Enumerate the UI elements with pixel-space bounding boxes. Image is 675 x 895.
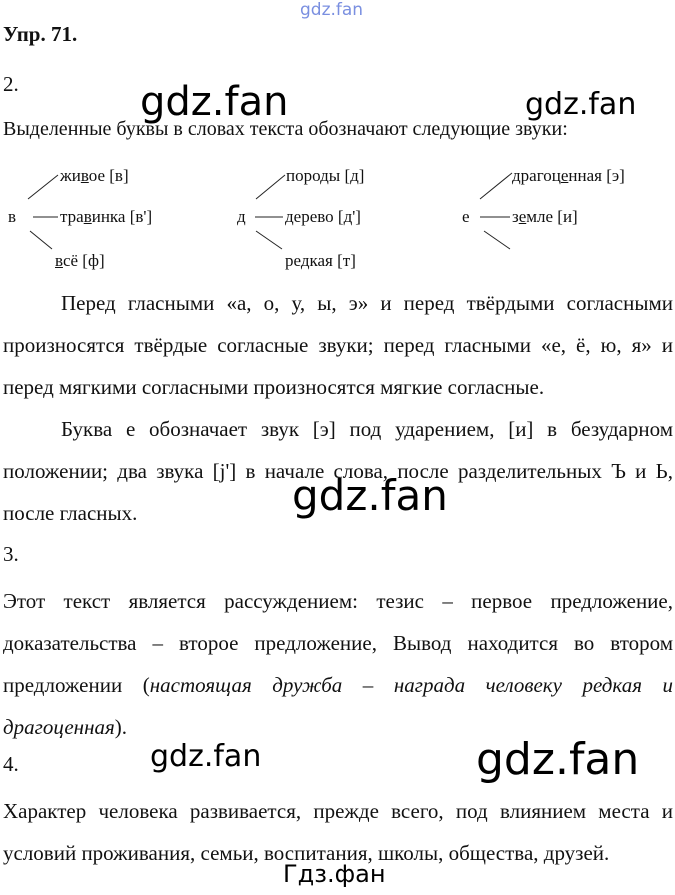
diagram-word: редкая [т] xyxy=(285,251,356,270)
paragraph-text-type xyxy=(3,580,673,748)
paragraph-line: произносятся твёрдые согласные звуки; перед гласными «е, ё, ю, я» и xyxy=(3,333,673,357)
diagram-word: земле [и] xyxy=(512,207,578,226)
paragraph-line: доказательства – второе предложение, Вывод находится во втором xyxy=(3,631,673,655)
paragraph-line: предложении (настоящая дружба – награда человеку редкая и xyxy=(3,673,674,697)
paragraph-line: условий проживания, семьи, воспитания, школы, общества, друзей. xyxy=(3,841,610,865)
paragraph-line: Перед гласными «а, о, у, ы, э» и перед твёрдыми согласными xyxy=(61,291,673,315)
watermark: gdz.fan xyxy=(292,471,448,520)
diagram-letter: в xyxy=(8,207,17,226)
diagram-letter: д xyxy=(237,207,246,226)
paragraph-line: Буква е обозначает звук [э] под ударением, [и] в безударном xyxy=(61,417,673,441)
diagram-word: всё [ф] xyxy=(55,251,105,270)
diagram-word: драгоценная [э] xyxy=(512,166,625,185)
watermark-top: gdz.fan xyxy=(300,0,364,20)
paragraph-character xyxy=(3,790,673,874)
paragraph-line: Характер человека развивается, прежде всего, под влиянием места и xyxy=(3,799,673,823)
section-number-2: 2. xyxy=(3,72,19,96)
watermark-bottom: Гдз.фан xyxy=(283,860,386,888)
paragraph-line: Этот текст является рассуждением: тезис – первое предложение, xyxy=(3,589,673,613)
watermark: gdz.fan xyxy=(150,739,262,774)
section-number-3: 3. xyxy=(3,542,19,566)
diagram-word: травинка [в'] xyxy=(60,207,153,226)
paragraph-line: перед мягкими согласными произносятся мягкие согласные. xyxy=(3,375,545,399)
diagram-word: дерево [д'] xyxy=(285,207,361,226)
paragraph-line: положении; два звука [j'] в начале слова, после разделительных Ъ и Ь, xyxy=(3,459,673,483)
diagram-word: породы [д] xyxy=(286,166,365,185)
paragraph-line: драгоценная). xyxy=(3,715,128,739)
paragraph-consonants xyxy=(3,282,673,408)
watermark: gdz.fan xyxy=(476,734,640,785)
section2-intro: Выделенные буквы в словах текста обозначают следующие звуки: xyxy=(3,118,568,140)
sound-diagram xyxy=(0,155,675,280)
paragraph-line: после гласных. xyxy=(3,501,138,525)
section-number-4: 4. xyxy=(3,752,19,776)
diagram-word: живое [в] xyxy=(60,166,129,185)
paragraph-letter-e xyxy=(3,408,673,534)
watermark: gdz.fan xyxy=(140,79,289,125)
exercise-heading: Упр. 71. xyxy=(3,22,78,46)
watermark: gdz.fan xyxy=(525,87,637,122)
diagram-letter: е xyxy=(462,207,470,226)
